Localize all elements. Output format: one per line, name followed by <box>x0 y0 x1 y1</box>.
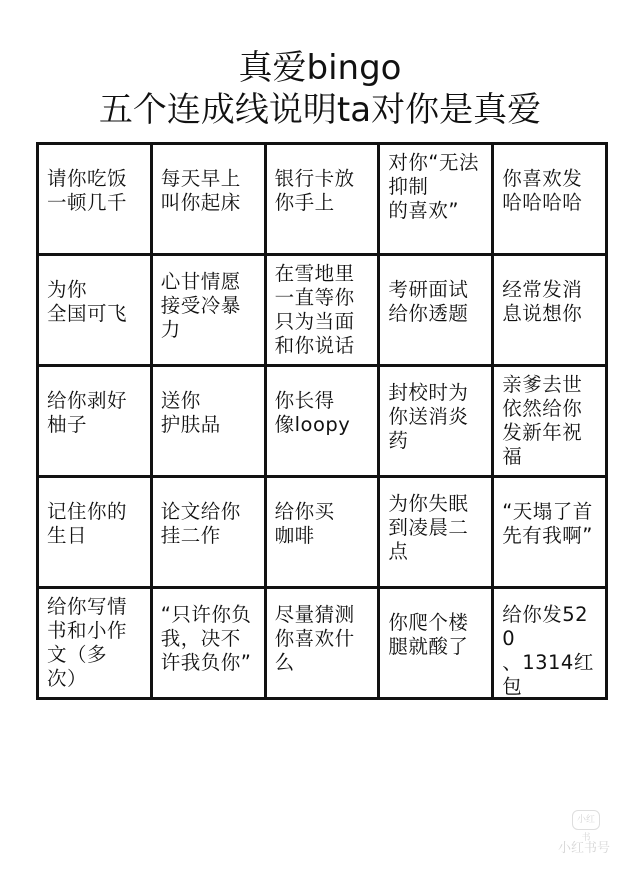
bingo-cell: 为你失眠 到凌晨二 点 <box>380 478 491 586</box>
bingo-cell: 给你发520 、1314红 包 <box>494 589 605 697</box>
bingo-cell: 你长得 像loopy <box>267 367 378 475</box>
bingo-cell: 在雪地里 一直等你 只为当面 和你说话 <box>267 256 378 364</box>
bingo-cell: 为你 全国可飞 <box>39 256 150 364</box>
bingo-cell: 每天早上 叫你起床 <box>153 145 264 253</box>
bingo-cell: 你喜欢发 哈哈哈哈 <box>494 145 605 253</box>
bingo-cell: 心甘情愿 接受冷暴 力 <box>153 256 264 364</box>
page-title: 真爱bingo <box>238 48 402 88</box>
bingo-cell: 你爬个楼 腿就酸了 <box>380 589 491 697</box>
bingo-cell: 银行卡放 你手上 <box>267 145 378 253</box>
bingo-cell: 论文给你 挂二作 <box>153 478 264 586</box>
page-subtitle: 五个连成线说明ta对你是真爱 <box>98 90 542 130</box>
bingo-grid <box>36 142 608 700</box>
bingo-cell: 对你“无法 抑制 的喜欢” <box>380 145 491 253</box>
bingo-cell: “只许你负 我，决不 许我负你” <box>153 589 264 697</box>
bingo-cell: 给你买 咖啡 <box>267 478 378 586</box>
bingo-cell: 经常发消 息说想你 <box>494 256 605 364</box>
bingo-cell: 给你写情 书和小作 文（多 次） <box>39 589 150 697</box>
bingo-cell: 亲爹去世 依然给你 发新年祝 福 <box>494 367 605 475</box>
bingo-cell: 封校时为 你送消炎 药 <box>380 367 491 475</box>
bingo-cell: “天塌了首 先有我啊” <box>494 478 605 586</box>
bingo-cell: 送你 护肤品 <box>153 367 264 475</box>
bingo-cell: 尽量猜测 你喜欢什 么 <box>267 589 378 697</box>
bingo-cell: 请你吃饭 一顿几千 <box>39 145 150 253</box>
bingo-cell: 记住你的 生日 <box>39 478 150 586</box>
watermark-logo-icon: 小红书 <box>572 810 600 830</box>
bingo-cell: 给你剥好 柚子 <box>39 367 150 475</box>
bingo-cell: 考研面试 给你透题 <box>380 256 491 364</box>
watermark-text: 小红书号 <box>557 841 610 856</box>
